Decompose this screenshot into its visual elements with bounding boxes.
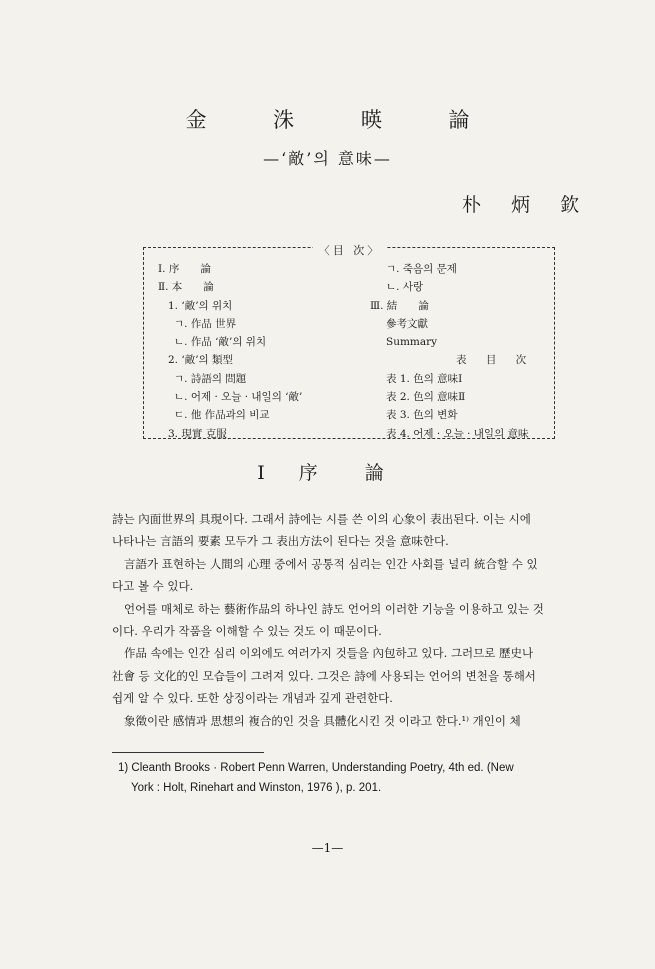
page-number: —1—	[311, 841, 344, 855]
toc-item: Ⅱ. 本 論	[158, 281, 214, 294]
paper-subtitle: —‘敵’의 意味—	[263, 149, 392, 168]
paper-title: 金 洙 暎 論	[185, 108, 500, 132]
paragraph-line: 나타나는 言語의 要素 모두가 그 表出方法이 된다는 것을 意味한다.	[112, 534, 449, 549]
paragraph-line: 詩는 內面世界의 具現이다. 그래서 詩에는 시를 쓴 이의 心象이 表出된다. 이는 시에	[112, 512, 531, 526]
toc-right-column	[370, 260, 535, 443]
toc-item: ㄱ. 죽음의 문제	[386, 263, 457, 275]
toc-tables-heading: 表 目 次	[456, 354, 535, 367]
paragraph-line: 이다. 우리가 작품을 이해할 수 있는 것도 이 때문이다.	[112, 624, 382, 639]
toc-item: 表 2. 色의 意味Ⅱ	[386, 391, 466, 404]
footnote-divider	[112, 752, 264, 753]
table-of-contents	[143, 244, 555, 440]
section-heading: Ⅰ 序 論	[257, 462, 398, 484]
paragraph-line: 다고 볼 수 있다.	[112, 579, 194, 594]
toc-heading: 〈目 次〉	[144, 239, 556, 258]
toc-item: Ⅲ. 結 論	[370, 299, 429, 312]
paragraph-line: 言語가 표현하는 人間의 心理 중에서 공통적 심리는 인간 사회를 널리 統合할 수 있	[124, 556, 538, 571]
toc-item: 2. ‘敵’의 類型	[168, 354, 234, 367]
toc-item: ㄱ. 作品 世界	[174, 317, 237, 330]
paragraph-line: 作品 속에는 인간 심리 이외에도 여러가지 것들을 內包하고 있다. 그러므로 歷史나	[124, 646, 534, 661]
footnote	[118, 758, 588, 798]
footnote-line: 1) Cleanth Brooks · Robert Penn Warren, Understanding Poetry, 4th ed. (New	[118, 762, 514, 774]
author-name: 朴 炳 欽	[462, 194, 592, 216]
paragraph-line: 象徵이란 感情과 思想의 複合的인 것을 具體化시킨 것 이라고 한다.¹⁾ 개인이 체	[124, 713, 521, 728]
toc-item: ㄷ. 他 作品과의 비교	[174, 409, 270, 422]
footnote-line: York : Holt, Rinehart and Winston, 1976 ), p. 201.	[131, 782, 382, 794]
toc-item: Summary	[386, 336, 438, 349]
paragraph-line: 社會 등 文化的인 모습들이 그려져 있다. 그것은 詩에 사용되는 언어의 변천을 통해서	[112, 668, 536, 683]
toc-item: ㄴ. 作品 ‘敵’의 위치	[174, 336, 267, 349]
toc-item: ㄱ. 詩語의 問題	[174, 372, 247, 385]
toc-item: 3. 現實 克服	[168, 427, 227, 440]
toc-left-column	[158, 260, 302, 443]
toc-item: 表 3. 色의 변화	[386, 409, 458, 422]
toc-item: ㄴ. 사랑	[386, 281, 424, 294]
toc-item: 表 1. 色의 意味Ⅰ	[386, 372, 463, 385]
paragraph-line: 언어를 매체로 하는 藝術作品의 하나인 詩도 언어의 이러한 기능을 이용하고 있는 것	[124, 601, 544, 616]
paragraph-line: 쉽게 알 수 있다. 또한 상징이라는 개념과 깊게 관련한다.	[112, 691, 393, 706]
toc-item: 1. ‘敵’의 위치	[168, 299, 233, 312]
toc-item: ㄴ. 어제 · 오늘 · 내일의 ‘敵’	[174, 391, 303, 404]
toc-item: 參考文獻	[386, 317, 428, 330]
toc-item: 表 4. 어제 · 오늘 · 내일의 意味	[386, 427, 529, 440]
toc-item: Ⅰ. 序 論	[158, 263, 211, 275]
body-text	[112, 508, 587, 732]
